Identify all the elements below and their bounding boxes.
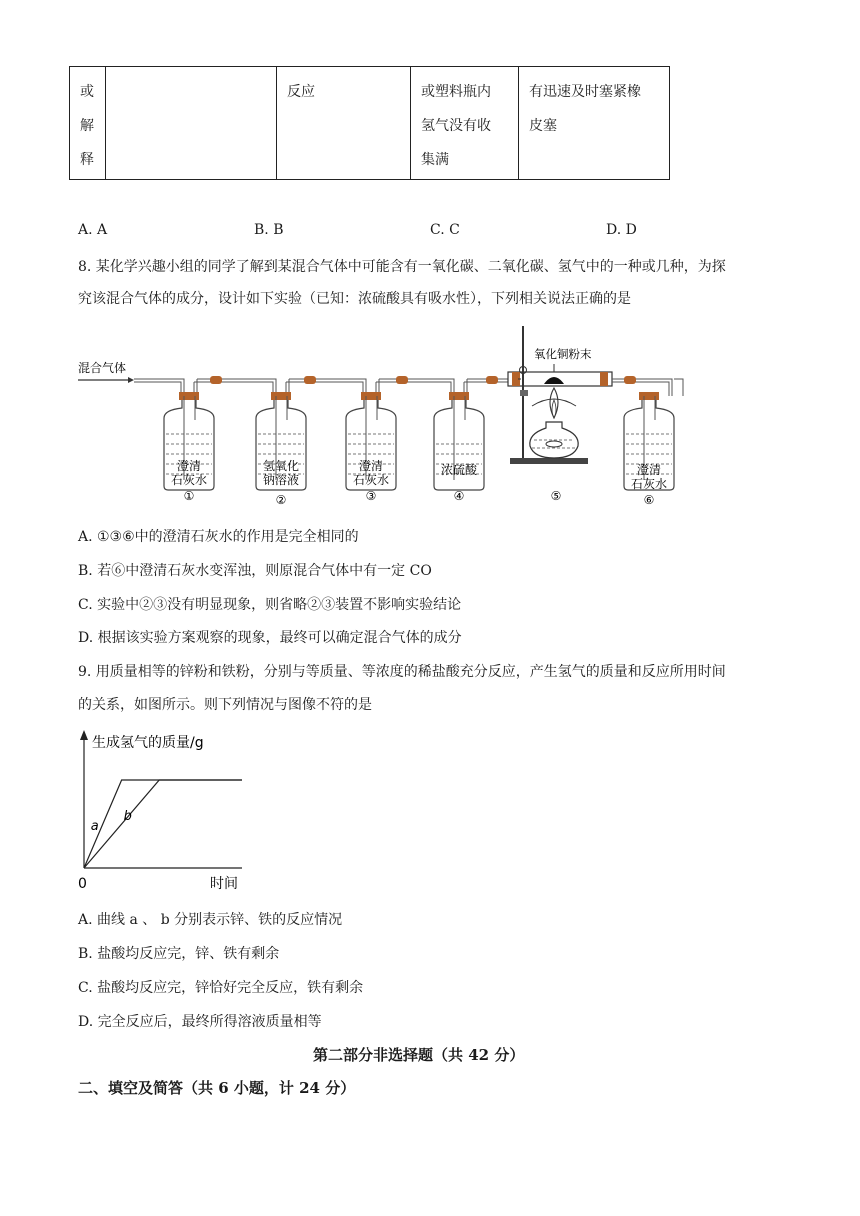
rubber-connector: [210, 376, 222, 384]
bottle-number: ⑤: [550, 489, 562, 503]
q8-option-b: B. 若⑥中澄清石灰水变浑浊，则原混合气体中有一定 CO: [78, 563, 432, 579]
bottle-number: ④: [453, 489, 465, 503]
flame-icon: [550, 388, 558, 418]
q8-option-d: D. 根据该实验方案观察的现象，最终可以确定混合气体的成分: [78, 630, 462, 646]
cell-text: 反应: [287, 84, 315, 100]
tube-label: 氧化铜粉末: [534, 347, 592, 361]
cell-text: 释: [80, 152, 94, 168]
q9-stem-line1: 9. 用质量相等的锌粉和铁粉，分别与等质量、等浓度的稀盐酸充分反应，产生氢气的质量和反应所用时间: [78, 664, 726, 680]
table-cell: [519, 67, 670, 180]
origin-label: 0: [78, 876, 87, 892]
y-axis-arrow-icon: [80, 730, 88, 740]
table-cell: [277, 67, 411, 180]
tube: [464, 379, 508, 396]
cell-text: 氢气没有收: [421, 118, 491, 134]
q9-option-d: D. 完全反应后，最终所得溶液质量相等: [78, 1014, 322, 1030]
cell-text: 或: [80, 84, 94, 100]
apparatus-figure: [76, 322, 686, 512]
tube: [376, 379, 454, 396]
bottle-label: 氢氧化: [262, 459, 300, 473]
bottle-number: ①: [183, 489, 195, 503]
heating-stand: [508, 326, 612, 464]
bottle-label: 浓硫酸: [440, 463, 478, 477]
table-cell: [106, 67, 277, 180]
copper-oxide-powder: [544, 377, 564, 384]
arrow-head-icon: [128, 377, 134, 383]
bottle-number: ③: [365, 489, 377, 503]
tube: [194, 379, 276, 396]
option-b: B. B: [254, 222, 284, 238]
table-row: [70, 67, 670, 180]
q9-stem-line2: 的关系，如图所示。则下列情况与图像不符的是: [78, 697, 372, 713]
inlet-label: 混合气体: [78, 361, 127, 375]
cell-text: 解: [80, 118, 94, 134]
series-line-b: [84, 780, 242, 868]
answer-table: [69, 66, 670, 180]
hydrogen-chart: [74, 728, 264, 894]
rubber-connector: [486, 376, 498, 384]
q9-option-b: B. 盐酸均反应完，锌、铁有剩余: [78, 946, 280, 962]
bottle-label: 澄清: [636, 463, 662, 477]
q8-option-c: C. 实验中②③没有明显现象，则省略②③装置不影响实验结论: [78, 597, 462, 613]
q8-stem-line1: 8. 某化学兴趣小组的同学了解到某混合气体中可能含有一氧化碳、二氧化碳、氢气中的一种或几种，为探: [78, 259, 726, 275]
series-line-a: [84, 780, 242, 868]
cell-text: 集满: [421, 152, 449, 168]
series-label-b: b: [123, 809, 132, 824]
table-cell: [411, 67, 519, 180]
bottle-label: 澄清: [358, 459, 384, 473]
series-label-a: a: [90, 819, 99, 834]
y-axis-label: 生成氢气的质量/g: [92, 735, 204, 751]
bottle-number: ②: [275, 493, 287, 507]
tube: [134, 379, 184, 396]
x-axis-label: 时间: [210, 876, 238, 892]
bottle-label: 石灰水: [630, 477, 668, 491]
cell-text: 皮塞: [529, 118, 557, 134]
bottle-labels: [171, 458, 667, 507]
bottle-label: 石灰水: [352, 473, 390, 487]
tube: [286, 379, 366, 396]
bottle-label: 澄清: [176, 459, 202, 473]
bottle-label: 石灰水: [170, 473, 208, 487]
cell-text: 或塑料瓶内: [421, 84, 491, 100]
q8-stem-line2: 究该混合气体的成分，设计如下实验（已知：浓硫酸具有吸水性），下列相关说法正确的是: [78, 291, 631, 307]
option-a: A. A: [78, 222, 108, 238]
rubber-connector: [624, 376, 636, 384]
table-cell: [70, 67, 106, 180]
rubber-connector: [396, 376, 408, 384]
bottle-label: 钠溶液: [262, 473, 300, 487]
q9-option-c: C. 盐酸均反应完，锌恰好完全反应，铁有剩余: [78, 980, 364, 996]
part2-title: 第二部分非选择题（共 42 分）: [313, 1046, 525, 1064]
cell-text: 有迅速及时塞紧橡: [529, 84, 641, 100]
q9-option-a: A. 曲线 a 、 b 分别表示锌、铁的反应情况: [78, 912, 343, 928]
rubber-connector: [304, 376, 316, 384]
q8-option-a: A. ①③⑥中的澄清石灰水的作用是完全相同的: [78, 529, 359, 545]
bottle-number: ⑥: [643, 493, 655, 507]
section2-title: 二、填空及简答（共 6 小题，计 24 分）: [78, 1079, 356, 1097]
option-d: D. D: [606, 222, 637, 238]
chart-lines: [84, 780, 242, 868]
option-c: C. C: [430, 222, 460, 238]
